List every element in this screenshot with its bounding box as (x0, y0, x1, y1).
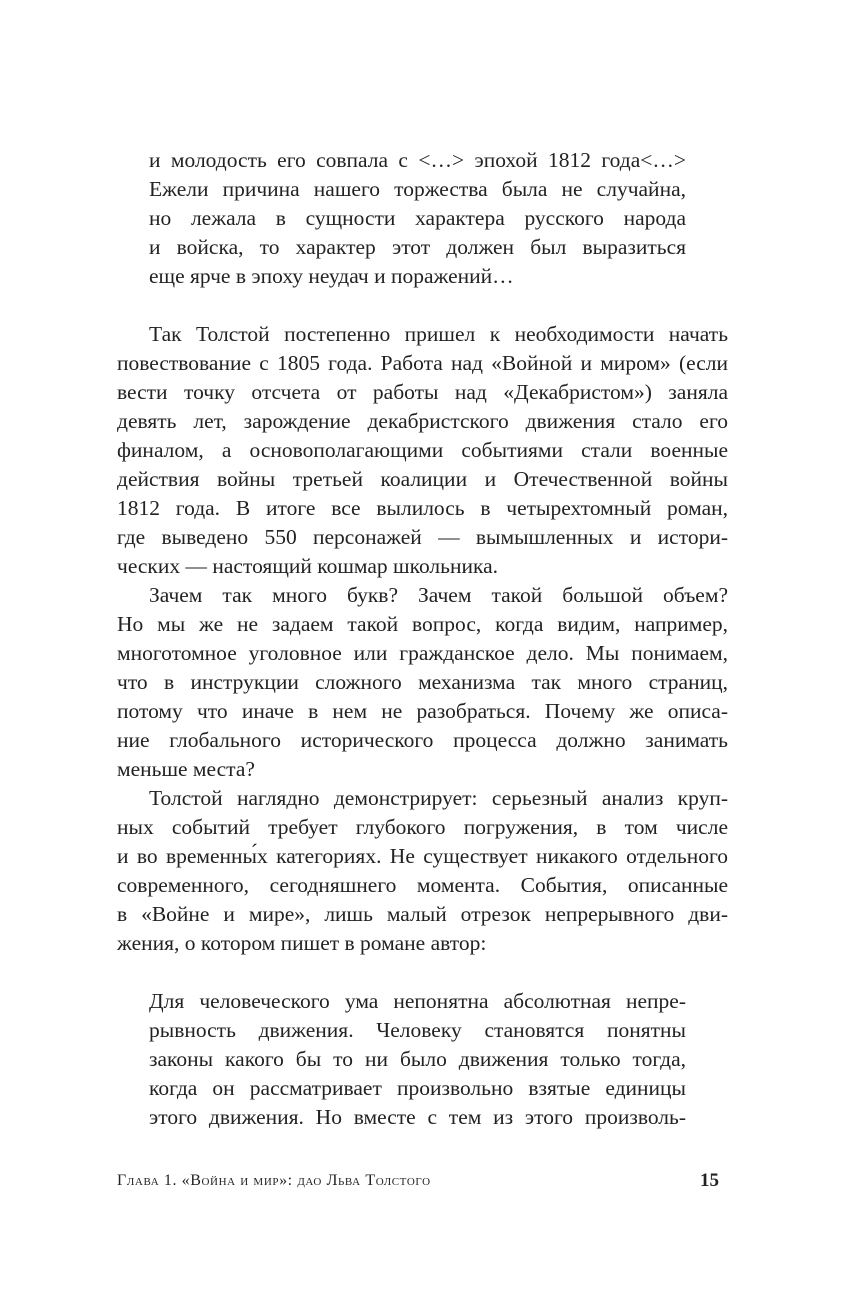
paragraph-line: вести точку отсчета от работы над «Декабристом») заняла (117, 380, 728, 404)
paragraph-line: Так Толстой постепенно пришел к необходимости начать (149, 322, 728, 346)
paragraph-line: ных событий требует глубокого погружения, в том числе (117, 815, 728, 839)
paragraph-line: девять лет, зарождение декабристского движения стало его (117, 409, 728, 433)
paragraph-line: повествование с 1805 года. Работа над «Войной и миром» (если (117, 351, 728, 375)
quote-line: и молодость его совпала с <…> эпохой 1812 года<…> (149, 148, 686, 172)
paragraph-line: что в инструкции сложного механизма так много страниц, (117, 670, 728, 694)
quote-line: законы какого бы то ни было движения только тогда, (149, 1047, 686, 1071)
quote-line: когда он рассматривает произвольно взятые единицы (149, 1076, 686, 1100)
paragraph-line: в «Войне и мире», лишь малый отрезок непрерывного дви- (117, 902, 728, 926)
quote-line: Ежели причина нашего торжества была не случайна, (149, 177, 686, 201)
paragraph-line: 1812 года. В итоге все вылилось в четырехтомный роман, (117, 496, 728, 520)
running-head: Глава 1. «Война и мир»: дао Льва Толстого (117, 1172, 431, 1189)
paragraph-line: Толстой наглядно демонстрирует: серьезный анализ круп- (149, 786, 728, 810)
paragraph-line: где выведено 550 персонажей — вымышленных и истори- (117, 525, 728, 549)
page-number: 15 (700, 1170, 719, 1191)
quote-line: еще ярче в эпоху неудач и поражений… (149, 264, 514, 288)
quote-line: рывность движения. Человеку становятся понятны (149, 1018, 686, 1042)
paragraph-line: ние глобального исторического процесса должно занимать (117, 728, 728, 752)
paragraph-line: многотомное уголовное или гражданское дело. Мы понимаем, (117, 641, 728, 665)
paragraph-line: меньше места? (117, 757, 255, 781)
paragraph-line: потому что иначе в нем не разобраться. Почему же описа- (117, 699, 728, 723)
paragraph-line: ческих — настоящий кошмар школьника. (117, 554, 499, 578)
quote-line: этого движения. Но вместе с тем из этого произволь- (149, 1105, 686, 1129)
paragraph-line: жения, о котором пишет в романе автор: (117, 931, 487, 955)
quote-line: и войска, то характер этот должен был выразиться (149, 235, 686, 259)
quote-line: но лежала в сущности характера русского народа (149, 206, 686, 230)
paragraph-line: современного, сегодняшнего момента. События, описанные (117, 873, 728, 897)
paragraph-line: и во временны́х категориях. Не существует никакого отдельного (117, 844, 728, 868)
quote-line: Для человеческого ума непонятна абсолютная непре- (149, 989, 686, 1013)
paragraph-line: финалом, а основополагающими событиями стали военные (117, 438, 728, 462)
paragraph-line: Зачем так много букв? Зачем такой большой объем? (149, 583, 728, 607)
paragraph-line: действия войны третьей коалиции и Отечественной войны (117, 467, 728, 491)
paragraph-line: Но мы же не задаем такой вопрос, когда видим, например, (117, 612, 728, 636)
